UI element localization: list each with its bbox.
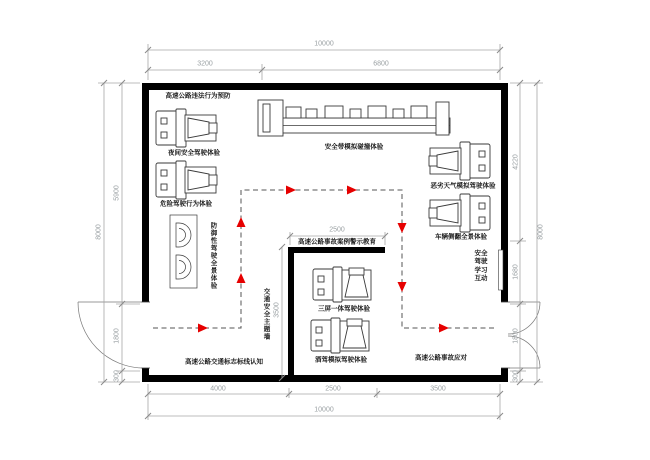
dim-right-seg3: 1800 bbox=[512, 328, 520, 344]
dim-theme-wall-height: 3500 bbox=[273, 302, 281, 318]
arrow-up-icon bbox=[237, 273, 246, 283]
dim-bottom-seg2: 2500 bbox=[325, 385, 341, 393]
defensive-driving-pods-icon bbox=[170, 215, 197, 288]
dim-right-seg1: 4220 bbox=[512, 154, 520, 170]
label-defensive-driving: 防御性驾驶全景体验 bbox=[209, 222, 217, 290]
label-rollover: 车辆侧翻全景体验 bbox=[435, 233, 487, 241]
dim-bottom-seg1: 4000 bbox=[210, 385, 226, 393]
arrow-right-icon bbox=[347, 186, 357, 195]
dim-left-seg1: 5900 bbox=[113, 185, 121, 201]
seatbelt-collision-rig-icon bbox=[258, 100, 450, 136]
label-accident-response: 高速公路事故应对 bbox=[415, 354, 467, 362]
dim-right-overall: 8000 bbox=[537, 224, 545, 240]
arrow-up-icon bbox=[237, 217, 246, 227]
dim-right-seg2: 1680 bbox=[512, 264, 520, 280]
label-night-driving: 夜间安全驾驶体验 bbox=[168, 149, 220, 157]
arrow-right-icon bbox=[439, 324, 449, 333]
dim-bottom-overall: 10000 bbox=[314, 406, 334, 414]
arrow-down-icon bbox=[398, 223, 407, 233]
label-bad-weather: 恶劣天气模拟驾驶体验 bbox=[430, 182, 496, 190]
arrow-right-icon bbox=[198, 324, 208, 333]
arrow-down-icon bbox=[398, 282, 407, 292]
dim-bottom-seg3: 3500 bbox=[430, 385, 446, 393]
label-safe-driving-learning: 安全驾驶学习互动 bbox=[474, 250, 488, 283]
label-dangerous-driving: 危险驾驶行为体验 bbox=[160, 200, 212, 208]
dim-left-seg3: 300 bbox=[113, 370, 121, 382]
label-traffic-signs: 高速公路交通标志标线认知 bbox=[185, 358, 263, 366]
dim-top-overall: 10000 bbox=[314, 40, 334, 48]
dim-right-seg4: 300 bbox=[512, 370, 520, 382]
label-theme-wall: 交通安全主题墙 bbox=[262, 288, 270, 341]
dim-top-seg1: 3200 bbox=[197, 60, 213, 68]
dim-left-overall: 8000 bbox=[95, 224, 103, 240]
right-door bbox=[499, 302, 540, 368]
arrow-right-icon bbox=[286, 186, 296, 195]
label-accident-case-wall: 高速公路事故案例警示教育 bbox=[298, 238, 376, 246]
label-violation-prevention: 高速公路违法行为预防 bbox=[165, 92, 231, 100]
label-drunk-driving: 酒驾模拟驾驶体验 bbox=[315, 356, 367, 364]
label-three-screen-driving: 三屏一体驾驶体验 bbox=[318, 305, 370, 313]
label-seatbelt-collision: 安全带模拟碰撞体验 bbox=[324, 143, 384, 151]
dim-top-seg2: 6800 bbox=[373, 60, 389, 68]
dim-left-seg2: 1800 bbox=[113, 328, 121, 344]
dim-case-wall-width: 2500 bbox=[329, 226, 345, 234]
